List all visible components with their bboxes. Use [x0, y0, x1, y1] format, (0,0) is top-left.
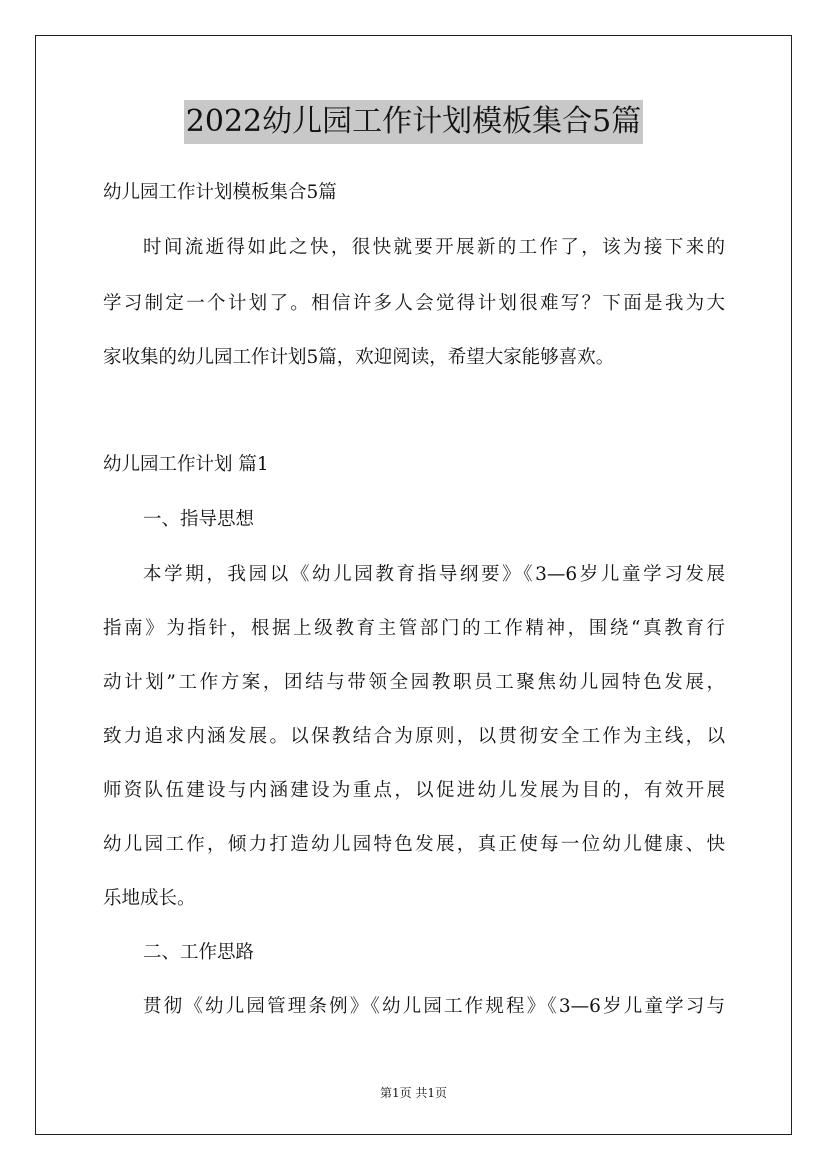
part1-line-3: 动计划”工作方案，团结与带领全园教职员工聚焦幼儿园特色发展，: [103, 672, 725, 693]
intro-line-3: 家收集的幼儿园工作计划5篇，欢迎阅读，希望大家能够喜欢。: [103, 347, 615, 368]
part2-line-1: 贯彻《幼儿园管理条例》《幼儿园工作规程》《3—6岁儿童学习与: [143, 996, 725, 1017]
part1-line-5: 师资队伍建设与内涵建设为重点，以促进幼儿发展为目的，有效开展: [103, 780, 725, 801]
part1-line-2: 指南》为指针，根据上级教育主管部门的工作精神，围绕“真教育行: [103, 618, 725, 639]
page-footer: 第1页 共1页: [379, 1086, 448, 1100]
title-container: [0, 100, 827, 144]
intro-line-2: 学习制定一个计划了。相信许多人会觉得计划很难写？下面是我为大: [103, 293, 725, 314]
part1-line-1: 本学期，我园以《幼儿园教育指导纲要》《3—6岁儿童学习发展: [143, 564, 725, 585]
part1-line-4: 致力追求内涵发展。以保教结合为原则，以贯彻安全工作为主线，以: [103, 726, 725, 747]
intro-line-1: 时间流逝得如此之快，很快就要开展新的工作了，该为接下来的: [143, 237, 725, 258]
document-title: 2022幼儿园工作计划模板集合5篇: [184, 100, 643, 144]
part1-line-7: 乐地成长。: [103, 888, 196, 909]
section-heading: 幼儿园工作计划 篇1: [103, 454, 269, 475]
part1-line-6: 幼儿园工作，倾力打造幼儿园特色发展，真正使每一位幼儿健康、快: [103, 834, 725, 855]
part1-heading: 一、指导思想: [143, 509, 255, 530]
subtitle: 幼儿园工作计划模板集合5篇: [103, 182, 337, 203]
part2-heading: 二、工作思路: [143, 942, 255, 963]
